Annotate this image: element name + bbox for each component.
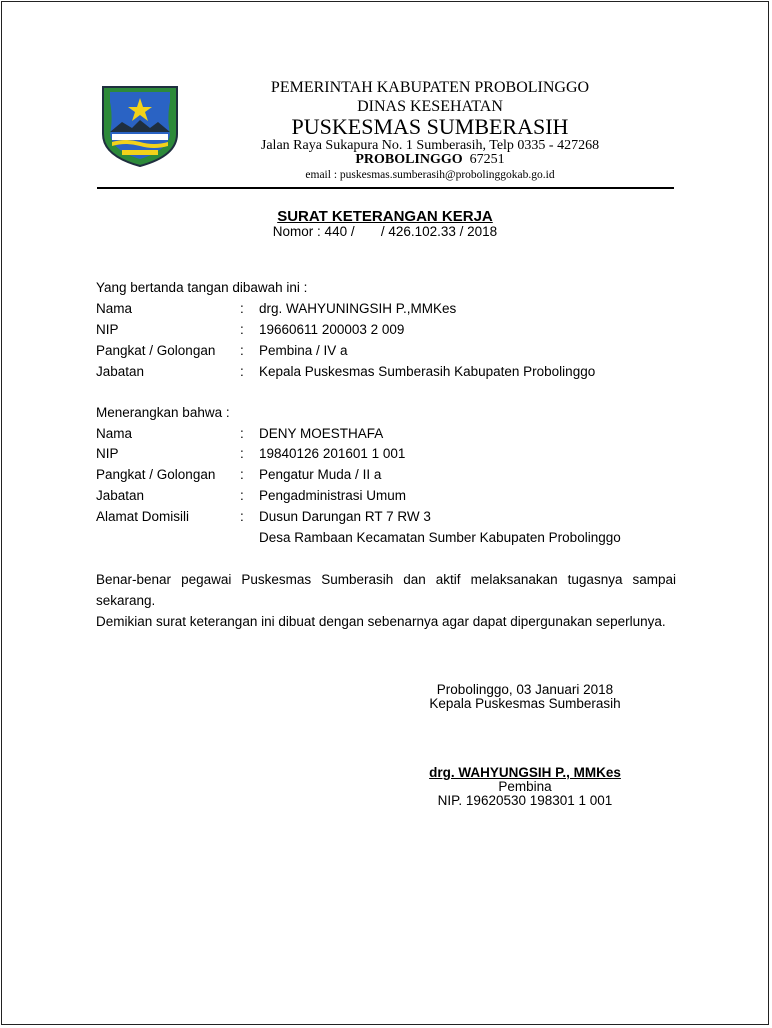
header-divider (97, 187, 674, 189)
colon: : (240, 364, 244, 379)
header-postal: 67251 (469, 152, 505, 167)
regency-coat-of-arms-icon (100, 84, 180, 168)
subject-value-address: Dusun Darungan RT 7 RW 3 (259, 509, 431, 524)
colon: : (240, 301, 244, 316)
signer-value-position: Kepala Puskesmas Sumberasih Kabupaten Probolinggo (259, 364, 596, 379)
subject-label-address: Alamat Domisili (96, 509, 190, 524)
colon: : (240, 426, 244, 441)
body-paragraph-1: Benar-benar pegawai Puskesmas Sumberasih dan aktif melaksanakan tugasnya sampai sekarang. (96, 572, 676, 608)
closing-nip: NIP. 19620530 198301 1 001 (437, 793, 613, 808)
colon: : (240, 488, 244, 503)
colon: : (240, 343, 244, 358)
signer-label-position: Jabatan (96, 364, 145, 379)
signer-value-rank: Pembina / IV a (259, 343, 348, 358)
subject-intro: Menerangkan bahwa : (96, 405, 230, 420)
header-city-line (180, 152, 680, 168)
header-government: PEMERINTAH KABUPATEN PROBOLINGGO (270, 79, 590, 96)
subject-value-position: Pengadministrasi Umum (259, 488, 407, 503)
closing-name: drg. WAHYUNGSIH P., MMKes (429, 765, 621, 780)
subject-value-address-cont: Desa Rambaan Kecamatan Sumber Kabupaten Probolinggo (259, 530, 621, 545)
subject-label-name: Nama (96, 426, 133, 441)
header-department: DINAS KESEHATAN (357, 98, 503, 115)
header-address: Jalan Raya Sukapura No. 1 Sumberasih, Telp 0335 - 427268 (260, 138, 600, 153)
colon: : (240, 467, 244, 482)
subject-label-position: Jabatan (96, 488, 145, 503)
colon: : (240, 322, 244, 337)
colon: : (240, 446, 244, 461)
header-email: email : puskesmas.sumberasih@probolinggokab.go.id (305, 169, 555, 181)
signer-intro: Yang bertanda tangan dibawah ini : (96, 280, 308, 295)
document-title-wrap (200, 208, 570, 225)
closing-rank: Pembina (498, 779, 552, 794)
document-title: SURAT KETERANGAN KERJA (277, 208, 493, 225)
body-paragraph-2: Demikian surat keterangan ini dibuat dengan sebenarnya agar dapat dipergunakan seperlunya. (96, 614, 666, 629)
signer-label-nip: NIP (96, 322, 119, 337)
closing-place-date: Probolinggo, 03 Januari 2018 (436, 682, 614, 697)
header-institution: PUSKESMAS SUMBERASIH (291, 114, 569, 139)
closing-name-wrap (400, 765, 650, 780)
subject-label-rank: Pangkat / Golongan (96, 467, 216, 482)
subject-label-nip: NIP (96, 446, 119, 461)
closing-position: Kepala Puskesmas Sumberasih (429, 696, 621, 711)
subject-value-nip: 19840126 201601 1 001 (259, 446, 406, 461)
subject-value-rank: Pengatur Muda / II a (259, 467, 382, 482)
subject-value-name: DENY MOESTHAFA (259, 426, 384, 441)
header-city: PROBOLINGGO (355, 152, 463, 167)
colon: : (240, 509, 244, 524)
signer-label-rank: Pangkat / Golongan (96, 343, 216, 358)
signer-label-name: Nama (96, 301, 133, 316)
signer-value-nip: 19660611 200003 2 009 (259, 322, 405, 337)
document-number: Nomor : 440 / / 426.102.33 / 2018 (272, 224, 498, 239)
signer-value-name: drg. WAHYUNINGSIH P.,MMKes (259, 301, 457, 316)
